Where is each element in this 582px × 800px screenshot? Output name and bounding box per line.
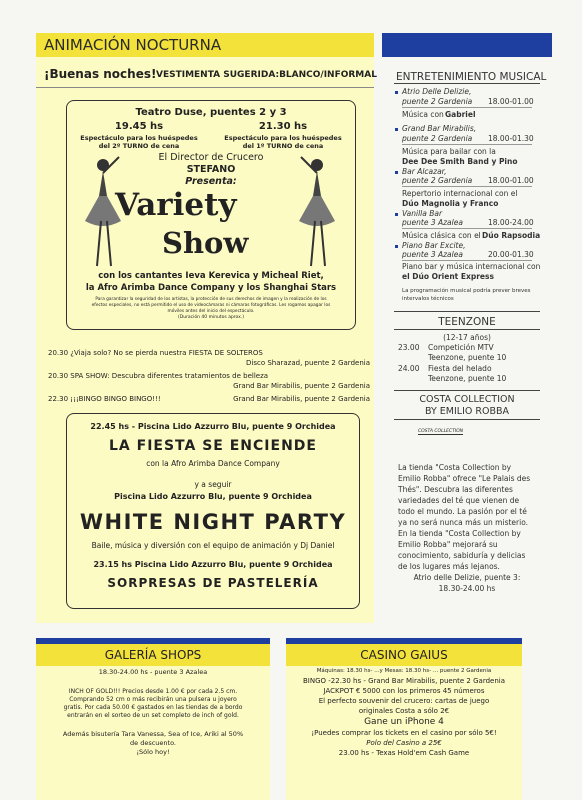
music-3-time: 18.00-01.00 (488, 176, 534, 185)
main-section-panel (36, 57, 377, 623)
music-note-2: intervalos técnicos (402, 296, 454, 302)
music-5-place: Piano Bar Excite, (402, 241, 466, 250)
dress-code: VESTIMENTA SUGERIDA:BLANCO/INFORMAL (156, 70, 377, 80)
music-5-artist: el Dúo Orient Express (402, 272, 494, 281)
show-time-1: 19.45 hs (114, 121, 164, 132)
casino-title: CASINO GAIUS (360, 648, 448, 662)
variety-show-box (66, 100, 356, 330)
dancer-illustration-right (293, 151, 341, 271)
teenzone-title: TEENZONE (438, 316, 496, 328)
music-1-place: Atrio Delle Delizie, (402, 87, 472, 96)
music-4-time: 18.00-24.00 (488, 218, 534, 227)
teenzone-ages: (12-17 años) (443, 333, 491, 342)
costa-logo: COSTA COLLECTION (418, 429, 464, 434)
music-3-deck: puente 2 Gardenia (402, 176, 473, 185)
show-title: Show (162, 226, 249, 260)
music-2-artist: Dee Dee Smith Band y Pino (402, 157, 518, 166)
music-3-artist: Dúo Magnolia y Franco (402, 199, 499, 208)
music-1-artist: Gabriel (445, 110, 476, 119)
costa-text: conocimiento, sabiduría y delicias (398, 551, 526, 560)
costa-text: ya no será nunca más un misterio. (398, 518, 529, 527)
party-line-3: 23.15 hs Piscina Lido Azzurro Blu, puente 9 Orchidea (93, 560, 333, 569)
casino-text: El perfecto souvenir del crucero: cartas de juego (318, 697, 490, 705)
music-5-deck: puente 3 Azalea (402, 250, 463, 259)
galeria-hours: 18.30-24.00 hs - puente 3 Azalea (98, 668, 208, 676)
show-time-2-desc: Espectáculo para los huéspedes (224, 134, 342, 142)
music-1-deck: puente 2 Gardenia (402, 97, 473, 106)
music-title: ENTRETENIMIENTO MUSICAL (396, 71, 547, 83)
presents-label: Presenta: (185, 176, 237, 187)
costa-text: Emilio Robba" mejorará su (398, 540, 498, 549)
main-section-header (36, 33, 374, 57)
casino-text: BINGO -22.30 hs - Grand Bar Mirabilis, puente 2 Gardenia (303, 677, 505, 685)
right-column-bar (382, 33, 552, 57)
cast-line-2: la Afro Arimba Dance Company y los Shanghai Stars (85, 283, 337, 293)
teen-1-place: Teenzone, puente 10 (428, 353, 507, 362)
music-2-desc: Música para bailar con la (402, 147, 496, 156)
costa-title-1: COSTA COLLECTION (419, 394, 515, 405)
casino-tickets: ¡Puedes comprar los tickets en el casino por sólo 5€! (311, 729, 497, 737)
costa-text: Emilio Robba" ofrece "Le Palais des (398, 474, 531, 483)
music-5-desc: Piano bar y música internacional con (402, 262, 541, 271)
dancer-illustration (79, 151, 127, 271)
teen-2-time: 24.00 (398, 364, 420, 373)
galeria-text: Además bisutería Tara Vanessa, Sea of Ice, Ariki al 50% (62, 730, 244, 738)
cast-line-1: con los cantantes Ieva Kerevica y Micheal Riet, (98, 271, 324, 281)
casino-holdem: 23.00 hs - Texas Hold'em Cash Game (338, 749, 470, 757)
right-column (382, 57, 552, 623)
teen-1-name: Competición MTV (428, 343, 494, 352)
music-4-artist: Dúo Rapsodia (482, 231, 541, 240)
music-4-place: Vanilla Bar (402, 209, 443, 218)
music-2-deck: puente 2 Gardenia (402, 134, 473, 143)
theatre-venue: Teatro Duse, puentes 2 y 3 (135, 107, 287, 118)
galeria-text: Comprando 52 cm o más recibirán una pulsera u joyero (69, 696, 237, 703)
greeting: ¡Buenas noches! (44, 67, 157, 81)
party-line-2: Piscina Lido Azzurro Blu, puente 9 Orchidea (114, 492, 312, 501)
costa-text: todo el mundo. La pasión por el té (398, 507, 527, 516)
costa-text: Thés". Descubra las diferentes (398, 485, 513, 494)
casino-text: originales Costa a sólo 2€ (358, 707, 450, 715)
white-night-subtitle: Baile, música y diversión con el equipo de animación y Dj Daniel (91, 541, 335, 550)
music-note-1: La programación musical podría prever breves (402, 288, 531, 294)
variety-title: Variety (115, 187, 237, 223)
casino-header (286, 638, 522, 666)
bullet-icon (395, 245, 398, 248)
party-line-1: 22.45 hs - Piscina Lido Azzurro Blu, puente 9 Orchidea (90, 422, 336, 431)
event-1-text: 20.30 ¿Viaja solo? No se pierda nuestra FIESTA DE SOLTEROS (48, 349, 263, 357)
casino-hours: Máquinas: 18.30 hs- ...y Mesas: 18.30 hs- ... puente 2 Gardenia (316, 668, 492, 674)
event-2-text: 20.30 SPA SHOW: Descubra diferentes tratamientos de belleza (48, 372, 269, 380)
costa-hours: 18.30-24.00 hs (438, 584, 496, 593)
teen-2-place: Teenzone, puente 10 (428, 374, 507, 383)
galeria-text: INCH OF GOLD!!! Precios desde 1.00 € por cada 2.5 cm. (68, 688, 238, 695)
music-1-time: 18.00-01.00 (488, 97, 534, 106)
notice-line-2: efectos especiales, no está permitido el uso de videocámaras ni cámaras fotográficas. Les rogamos apagar los (91, 303, 331, 308)
galeria-text: entrarán en el sorteo de un set completo de inch of gold. (67, 712, 239, 719)
event-3-text: 22.30 ¡¡¡BINGO BINGO BINGO!!! (48, 395, 161, 403)
costa-location: Atrio delle Delizie, puente 3: (413, 573, 521, 582)
main-section-title: ANIMACIÓN NOCTURNA (44, 36, 222, 54)
galeria-text: gratis. Por cada 50.00 € gastados en las tiendas de a bordo (63, 704, 243, 711)
galeria-panel (36, 666, 270, 800)
event-2-venue: Grand Bar Mirabilis, puente 2 Gardenia (233, 382, 370, 390)
fiesta-subtitle: con la Afro Arimba Dance Company (146, 459, 280, 468)
sorpresas-title: SORPRESAS DE PASTELERÍA (107, 576, 319, 590)
music-5-time: 20.00-01.30 (488, 250, 534, 259)
notice-line-3: móviles antes del inicio del espectáculo. (167, 309, 255, 314)
show-time-1-desc-2: del 2º TURNO de cena (98, 142, 180, 150)
fiesta-title: LA FIESTA SE ENCIENDE (109, 438, 317, 454)
music-2-place: Grand Bar Mirabilis, (402, 124, 477, 133)
notice-line-4: (Duración 40 minutos aprox.) (177, 315, 245, 320)
director-label: El Director de Crucero (158, 152, 264, 163)
party-box (66, 413, 360, 609)
show-time-2-desc-2: del 1º TURNO de cena (242, 142, 324, 150)
white-night-title: WHITE NIGHT PARTY (79, 510, 347, 534)
bullet-icon (395, 213, 398, 216)
bullet-icon (395, 91, 398, 94)
casino-polo: Polo del Casino a 25€ (366, 739, 442, 747)
galeria-text: ¡Sólo hoy! (136, 748, 170, 756)
casino-iphone: Gane un iPhone 4 (364, 717, 444, 727)
bullet-icon (395, 128, 398, 131)
event-1-venue: Disco Sharazad, puente 2 Gardenia (245, 359, 370, 367)
casino-text: JACKPOT € 5000 con los primeros 45 números (323, 687, 485, 695)
costa-text: variedades del té que vienen de (398, 496, 520, 505)
costa-text: de los lugares más lejanos. (398, 562, 500, 571)
music-2-time: 18.00-01.30 (488, 134, 534, 143)
teen-2-name: Fiesta del helado (428, 364, 492, 373)
galeria-title: GALERÍA SHOPS (104, 648, 202, 662)
notice-line-1: Para garantizar la seguridad de los artistas, la protección de sus derechos de imagen y la realización de los (95, 297, 327, 302)
bullet-icon (395, 171, 398, 174)
costa-text: La tienda "Costa Collection by (398, 463, 512, 472)
galeria-header (36, 638, 270, 666)
event-3-venue: Grand Bar Mirabilis, puente 2 Gardenia (233, 395, 370, 403)
costa-title-2: BY EMILIO ROBBA (424, 406, 510, 417)
costa-text: En la tienda "Costa Collection by (398, 529, 521, 538)
casino-panel (286, 666, 522, 800)
show-time-2: 21.30 hs (258, 121, 308, 132)
music-4-desc: Música clásica con el (402, 231, 481, 240)
music-4-deck: puente 3 Azalea (402, 218, 463, 227)
director-name: STEFANO (186, 164, 236, 175)
teen-1-time: 23.00 (398, 343, 420, 352)
music-3-desc: Repertorio internacional con el (402, 189, 518, 198)
music-1-desc: Música con (402, 110, 444, 119)
then-label: y a seguir (194, 480, 232, 489)
galeria-text: de descuento. (130, 739, 176, 747)
music-3-place: Bar Alcazar, (402, 167, 447, 176)
show-time-1-desc: Espectáculo para los huéspedes (80, 134, 198, 142)
